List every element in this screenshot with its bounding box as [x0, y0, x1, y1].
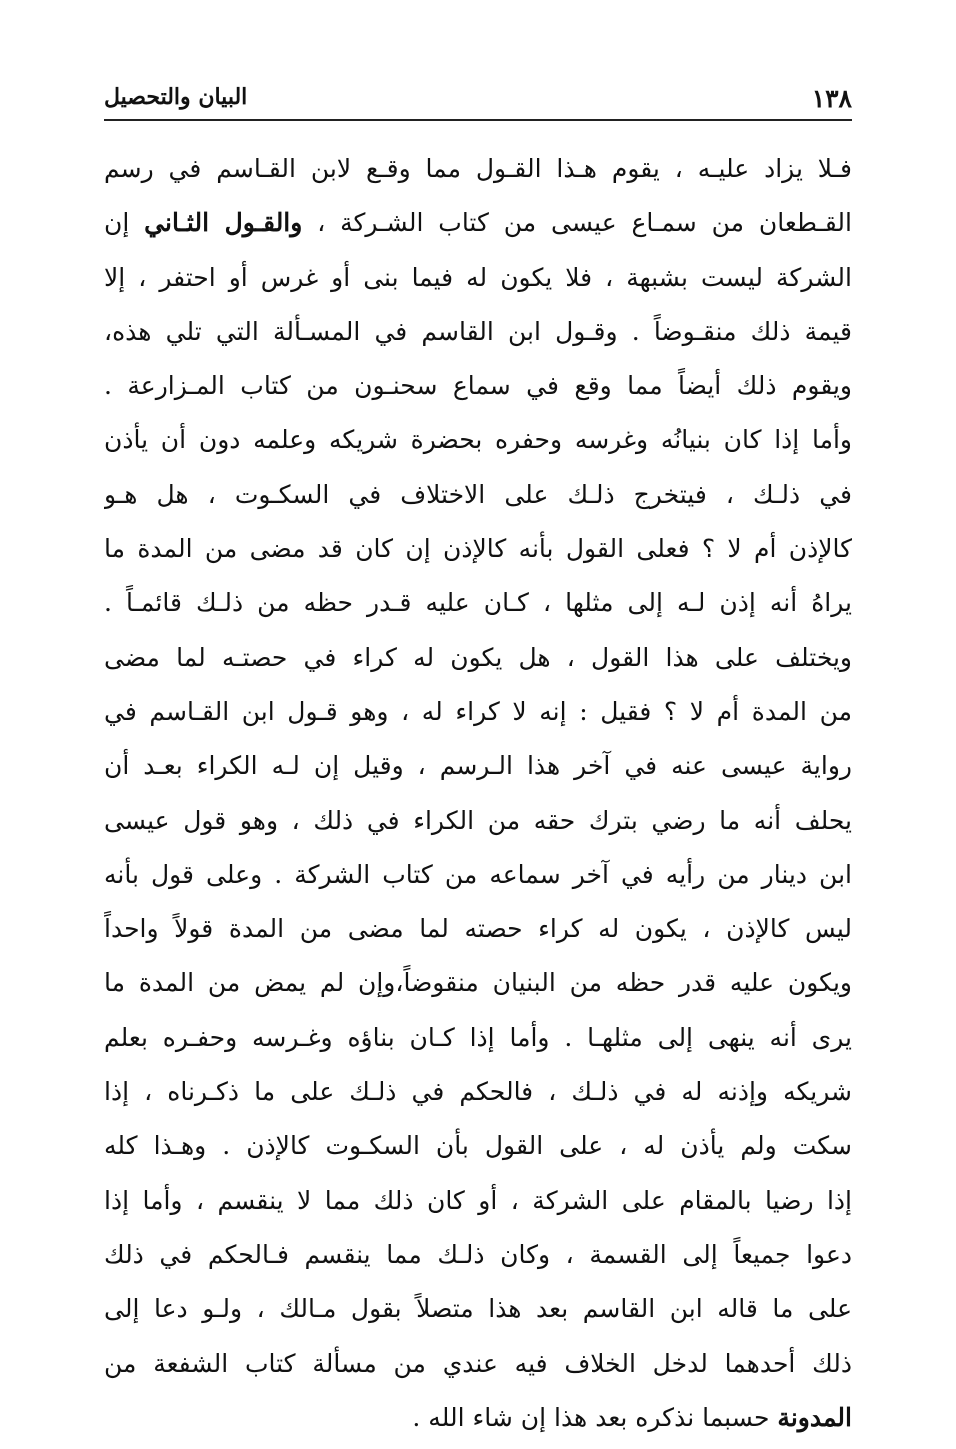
line-text: دعوا جميعاً إلى القسمة ، وكان ذلـك مما ينقسم فـالحكم في ذلك [104, 1239, 852, 1269]
text-line [104, 798, 852, 852]
line-text: فـلا يزاد عليـه ، يقوم هـذا القـول مما وقـع لابن القـاسم في رسم [104, 154, 852, 183]
line-text: كالإذن أم لا ؟ فعلى القول بأنه كالإذن إن كان قد مضى من المدة ما [104, 534, 852, 564]
line-text: رواية عيسى عنه في آخر هذا الـرسم ، وقيل إن لـه الكراء بعـد أن [104, 751, 852, 781]
line-text: يحلف أنه ما رضي بترك حقه من الكراء في ذلك ، وهو قول عيسى [104, 805, 852, 835]
text-line [104, 960, 852, 1014]
text-line [104, 472, 852, 526]
line-text: من المدة أم لا ؟ فقيل : إنه لا كراء له ، وهو قـول ابن القـاسم في [104, 696, 852, 726]
line-text: في ذلـك ، فيتخرج ذلـك على الاختلاف في السكـوت ، هل هـو [104, 479, 852, 509]
bold-term: والقـول الثـاني [144, 208, 303, 238]
text-line [104, 309, 852, 363]
text-line [104, 1232, 852, 1286]
line-text: وأما إذا كان بنيانُه وغرسه وحفره بحضرة شريكه وعلمه دون أن يأذن [104, 425, 852, 455]
text-line [104, 363, 852, 417]
line-text: قيمة ذلك منقـوضاً . وقـول ابن القاسم في المسـألة التي تلي هذه، [104, 316, 852, 346]
line-text: يراهُ أنه إذن لـه إلى مثلها ، كـان عليه قـدر حظه من ذلـك قائمـاً . [104, 588, 852, 618]
bold-term: المدونة [777, 1402, 852, 1432]
line-text: يرى أنه ينهى إلى مثلهـا . وأما إذا كـان بناؤه وغـرسه وحفـره بعلم [104, 1022, 852, 1052]
text-line [104, 635, 852, 689]
text-line [104, 1123, 852, 1177]
line-text: إذا رضيا بالمقام على الشركة ، أو كان ذلك مما لا ينقسم ، وأما إذا [104, 1185, 852, 1215]
line-text: حسبما نذكره بعد هذا إن شاء الله . [412, 1402, 778, 1432]
line-text: ويختلف على هذا القول ، هل يكون له كراء في حصتـه لما مضى [104, 642, 852, 672]
text-line [104, 200, 852, 254]
text-line [104, 417, 852, 471]
line-text: إن [104, 208, 145, 238]
line-text: القـطعان من سمـاع عيسى من كتاب الشـركة ، [302, 208, 852, 238]
header-rule [104, 119, 852, 121]
text-line [104, 689, 852, 743]
text-line [104, 1178, 852, 1232]
text-line [104, 1015, 852, 1069]
line-text: ليس كالإذن ، يكون له كراء حصته لما مضى من المدة قولاً واحداً [104, 914, 852, 944]
page-header [104, 80, 852, 118]
text-line [104, 906, 852, 960]
text-line [104, 255, 852, 309]
page-number: ١٣٨ [811, 84, 852, 113]
line-text: ذلك أحدهما لدخل الخلاف فيه عندي من مسألة كتاب الشفعة من [104, 1348, 852, 1378]
line-text: ويكون عليه قدر حظه من البنيان منقوضاً،وإن لم يمض من المدة ما [104, 968, 852, 998]
text-line [104, 852, 852, 906]
text-line [104, 146, 852, 200]
line-text: سكت ولم يأذن له ، على القول بأن السكـوت كالإذن . وهـذا كله [104, 1131, 852, 1161]
line-text: شريكه وإذنه له في ذلـك ، فالحكم في ذلـك على ما ذكـرناه ، إذا [104, 1077, 852, 1107]
text-line [104, 1395, 852, 1449]
line-text: ابن دينار من رأيه في آخر سماعه من كتاب الشركة . وعلى قول بأنه [104, 859, 852, 889]
text-line [104, 1286, 852, 1340]
text-line [104, 743, 852, 797]
line-text: ويقوم ذلك أيضاً مما وقع في سماع سحنـون من كتاب المـزارعة . [104, 371, 852, 401]
line-text: الشركة ليست بشبهة ، فلا يكون له فيما بنى أو غرس أو احتفر ، إلا [104, 262, 852, 292]
text-line [104, 1341, 852, 1395]
line-text: على ما قاله ابن القاسم بعد هذا متصلاً بقول مـالك ، ولـو دعا إلى [104, 1294, 852, 1324]
text-line [104, 580, 852, 634]
body-text [104, 146, 852, 1449]
text-line [104, 1069, 852, 1123]
text-line [104, 526, 852, 580]
running-title: البيان والتحصيل [104, 84, 248, 110]
